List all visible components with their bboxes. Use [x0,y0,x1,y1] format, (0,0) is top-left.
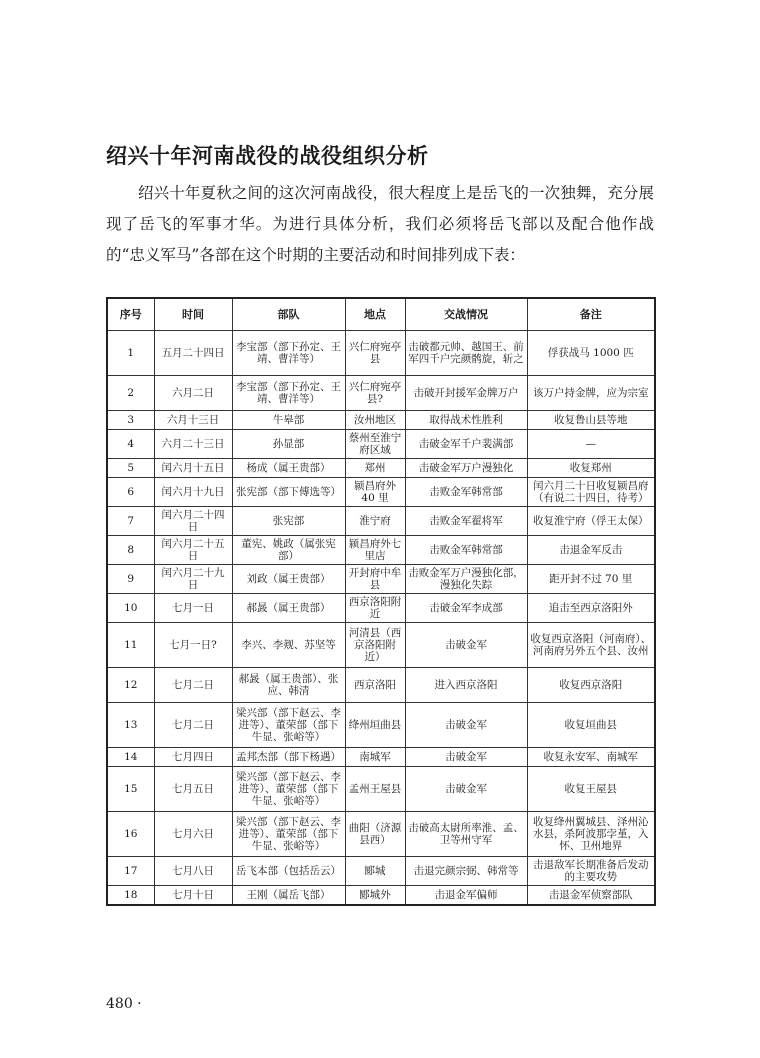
header-no: 序号 [107,298,154,331]
cell-time: 七月二日 [154,668,232,703]
cell-time: 七月八日 [154,857,232,886]
cell-unit: 李兴、李觌、苏坚等 [232,623,345,668]
cell-place: 郾城外 [345,886,405,905]
cell-time: 七月十日 [154,886,232,905]
cell-time: 七月五日 [154,767,232,812]
cell-unit: 梁兴部（部下赵云、李进等）、董荣部（部下牛显、张峪等） [232,812,345,857]
table-row [107,703,655,748]
cell-time: 五月二十四日 [154,331,232,376]
cell-unit: 李宝部（部下孙定、王靖、曹洋等） [232,376,345,411]
cell-note: — [527,430,655,459]
cell-time: 闰六月十五日 [154,459,232,478]
cell-place: 西京洛阳 [345,668,405,703]
cell-battle: 击退金军偏师 [405,886,527,905]
cell-unit: 郝晸（属王贵部） [232,594,345,623]
cell-battle: 击退完颜宗弼、韩常等 [405,857,527,886]
table-row [107,478,655,507]
page-number: 480 · [106,996,142,1012]
cell-note: 收复郑州 [527,459,655,478]
cell-unit: 岳飞本部（包括岳云） [232,857,345,886]
table-row [107,748,655,767]
cell-unit: 梁兴部（部下赵云、李进等）、董荣部（部下牛显、张峪等） [232,767,345,812]
cell-note: 收复垣曲县 [527,703,655,748]
table-row [107,857,655,886]
cell-time: 七月一日 [154,594,232,623]
cell-no: 1 [107,331,154,376]
cell-battle: 击败金军韩常部 [405,536,527,565]
cell-place: 南城军 [345,748,405,767]
cell-note: 击退敌军长期准备后发动的主要攻势 [527,857,655,886]
cell-note: 追击至西京洛阳外 [527,594,655,623]
cell-no: 15 [107,767,154,812]
header-time: 时间 [154,298,232,331]
table-row [107,331,655,376]
cell-time: 六月二十三日 [154,430,232,459]
cell-note: 收复西京洛阳（河南府）、河南府另外五个县、汝州 [527,623,655,668]
cell-note: 收复绛州翼城县、泽州沁水县，杀阿波那孛堇，入怀、卫州地界 [527,812,655,857]
cell-no: 4 [107,430,154,459]
cell-battle: 击破金军 [405,767,527,812]
cell-time: 闰六月十九日 [154,478,232,507]
cell-no: 10 [107,594,154,623]
cell-no: 3 [107,411,154,430]
cell-no: 13 [107,703,154,748]
cell-battle: 击破金军 [405,703,527,748]
table-header-row [107,298,655,331]
cell-place: 兴仁府宛亭县 [345,331,405,376]
cell-no: 12 [107,668,154,703]
cell-place: 开封府中牟县 [345,565,405,594]
cell-place: 河清县（西京洛阳附近） [345,623,405,668]
cell-place: 绛州垣曲县 [345,703,405,748]
cell-note: 收复鲁山县等地 [527,411,655,430]
cell-unit: 张宪部 [232,507,345,536]
cell-unit: 董宪、姚政（属张宪部） [232,536,345,565]
cell-no: 5 [107,459,154,478]
cell-battle: 击败金军翟将军 [405,507,527,536]
cell-place: 兴仁府宛亭县? [345,376,405,411]
cell-time: 闰六月二十九日 [154,565,232,594]
cell-note: 击退金军反击 [527,536,655,565]
cell-note: 该万户持金牌，应为宗室 [527,376,655,411]
table-row [107,536,655,565]
cell-no: 6 [107,478,154,507]
cell-time: 六月十三日 [154,411,232,430]
table-row [107,430,655,459]
cell-unit: 孟邦杰部（部下杨遇） [232,748,345,767]
cell-note: 距开封不过 70 里 [527,565,655,594]
table-row [107,565,655,594]
table-row [107,623,655,668]
header-note: 备注 [527,298,655,331]
cell-no: 11 [107,623,154,668]
cell-no: 9 [107,565,154,594]
cell-unit: 孙显部 [232,430,345,459]
table-row [107,886,655,905]
header-battle: 交战情况 [405,298,527,331]
table-row [107,411,655,430]
cell-no: 2 [107,376,154,411]
header-place: 地点 [345,298,405,331]
cell-place: 郑州 [345,459,405,478]
cell-place: 郾城 [345,857,405,886]
cell-time: 七月六日 [154,812,232,857]
cell-time: 闰六月二十五日 [154,536,232,565]
cell-time: 七月四日 [154,748,232,767]
cell-no: 14 [107,748,154,767]
cell-place: 淮宁府 [345,507,405,536]
cell-battle: 击破都元帅、越国王、前军四千户完颜鹘旋，斩之 [405,331,527,376]
table-row [107,507,655,536]
cell-unit: 张宪部（部下傅选等） [232,478,345,507]
cell-note: 收复西京洛阳 [527,668,655,703]
cell-no: 16 [107,812,154,857]
cell-time: 六月二日 [154,376,232,411]
cell-place: 蔡州至淮宁府区域 [345,430,405,459]
cell-battle: 击破金军千户裴满部 [405,430,527,459]
cell-place: 颍昌府外七里店 [345,536,405,565]
cell-no: 8 [107,536,154,565]
table-row [107,767,655,812]
table-row [107,459,655,478]
campaign-table [106,297,656,906]
cell-note: 闰六月二十日收复颍昌府（有说二十四日，待考） [527,478,655,507]
cell-battle: 取得战术性胜利 [405,411,527,430]
cell-note: 收复淮宁府（俘王太保） [527,507,655,536]
table-row [107,594,655,623]
table-row [107,812,655,857]
table-row [107,376,655,411]
cell-battle: 击破金军 [405,623,527,668]
cell-battle: 击破开封援军金牌万户 [405,376,527,411]
table-row [107,668,655,703]
header-unit: 部队 [232,298,345,331]
cell-battle: 击败金军万户漫独化部，漫独化失踪 [405,565,527,594]
cell-note: 收复王屋县 [527,767,655,812]
cell-battle: 击败金军韩常部 [405,478,527,507]
cell-time: 七月二日 [154,703,232,748]
cell-note: 击退金军侦察部队 [527,886,655,905]
cell-time: 七月一日? [154,623,232,668]
cell-unit: 刘政（属王贵部） [232,565,345,594]
cell-unit: 杨成（属王贵部） [232,459,345,478]
cell-no: 18 [107,886,154,905]
cell-unit: 王刚（属岳飞部） [232,886,345,905]
cell-unit: 郝晸（属王贵部）、张应、韩清 [232,668,345,703]
cell-note: 收复永安军、南城军 [527,748,655,767]
intro-paragraph: 绍兴十年夏秋之间的这次河南战役，很大程度上是岳飞的一次独舞，充分展现了岳飞的军事才华。为进行具体分析，我们必须将岳飞部以及配合他作战的“忠义军马”各部在这个时期的主要活动和时间排列成下表： [106,184,654,264]
cell-place: 颍昌府外 40 里 [345,478,405,507]
cell-place: 汝州地区 [345,411,405,430]
cell-battle: 击破金军万户漫独化 [405,459,527,478]
cell-battle: 击破金军 [405,748,527,767]
cell-unit: 牛皋部 [232,411,345,430]
cell-battle: 击破金军李成部 [405,594,527,623]
cell-no: 17 [107,857,154,886]
cell-place: 孟州王屋县 [345,767,405,812]
cell-unit: 李宝部（部下孙定、王靖、曹洋等） [232,331,345,376]
section-title: 绍兴十年河南战役的战役组织分析 [106,144,429,168]
campaign-table-wrapper [106,297,654,906]
cell-note: 俘获战马 1000 匹 [527,331,655,376]
cell-battle: 击破高太尉所率淮、孟、卫等州守军 [405,812,527,857]
cell-time: 闰六月二十四日 [154,507,232,536]
cell-unit: 梁兴部（部下赵云、李进等）、董荣部（部下牛显、张峪等） [232,703,345,748]
cell-place: 西京洛阳附近 [345,594,405,623]
cell-battle: 进入西京洛阳 [405,668,527,703]
cell-no: 7 [107,507,154,536]
cell-place: 曲阳（济源县西） [345,812,405,857]
